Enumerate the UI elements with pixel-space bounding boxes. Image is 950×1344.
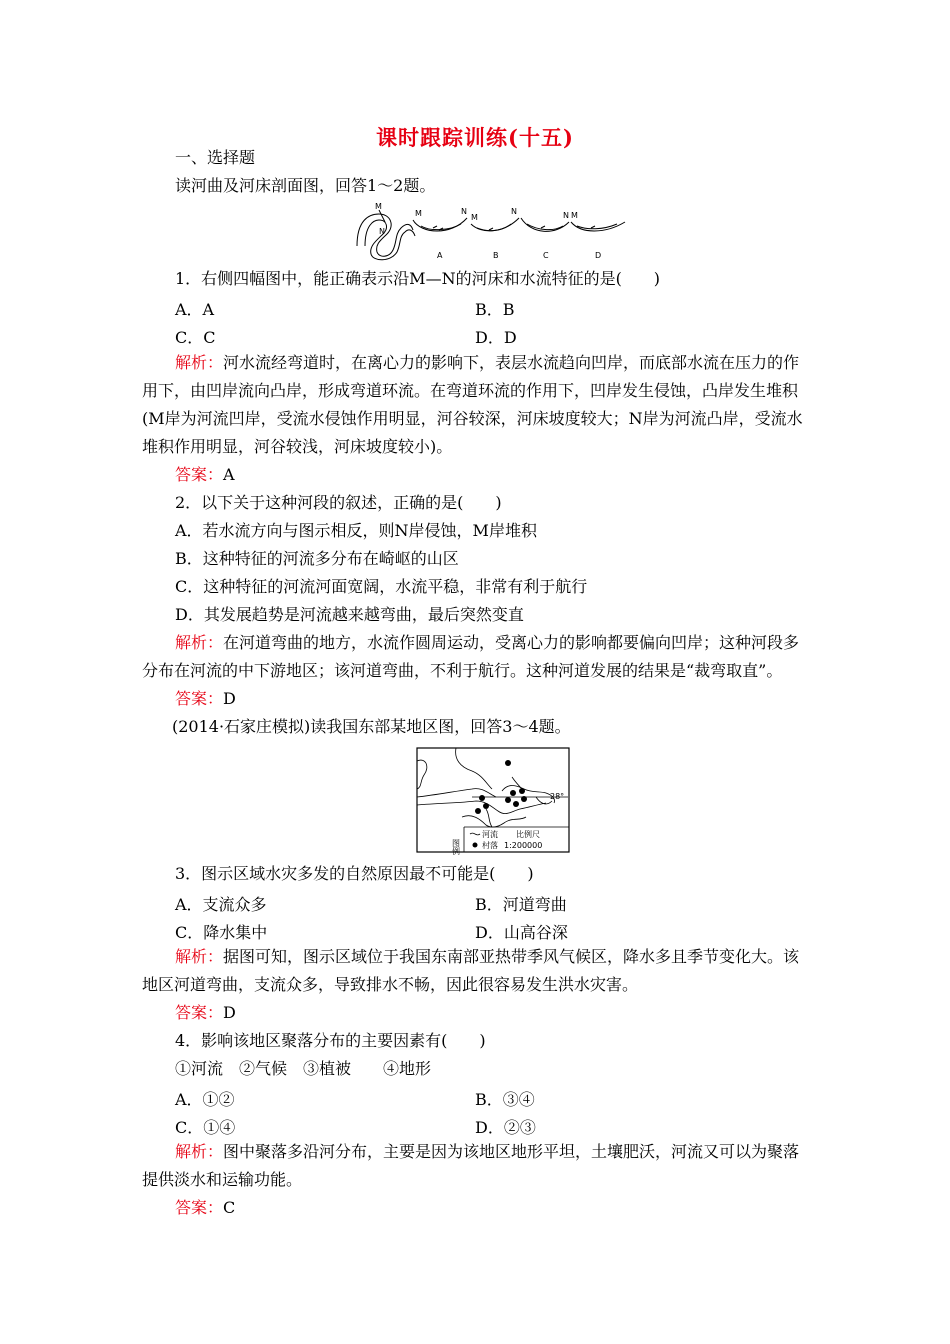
q1-answer <box>175 465 235 485</box>
q2-option-b: B．这种特征的河流多分布在崎岖的山区 <box>175 549 459 568</box>
q4-answer <box>175 1198 235 1218</box>
q3-option-d: D．山高谷深 <box>475 923 568 942</box>
q4-analysis <box>142 1138 808 1194</box>
fig1-label-m-top: M <box>375 202 382 211</box>
q3-answer-value: D <box>223 1003 236 1022</box>
q1-analysis-label: 解析： <box>175 353 224 372</box>
q4-option-c: C．①④ <box>175 1118 236 1137</box>
q4-analysis-label: 解析： <box>175 1142 224 1161</box>
q1-analysis <box>142 349 808 461</box>
q1-analysis-text: 河水流经弯道时，在离心力的影响下，表层水流趋向凹岸，而底部水流在压力的作用下，由凹岸流向凸岸，形成弯道环流。在弯道环流的作用下，凹岸发生侵蚀，凸岸发生堆积(M岸为河流凹岸，受流水侵蚀作用明显，河谷较深，河床坡度较大；N岸为河流凸岸，受流水堆积作用明显，河谷较浅，河床坡度较小)。 <box>142 353 803 456</box>
region-map <box>416 747 584 855</box>
q4-answer-value: C <box>223 1198 236 1217</box>
q2-option-a: A．若水流方向与图示相反，则N岸侵蚀，M岸堆积 <box>175 521 537 540</box>
q3-stem: 3．图示区域水灾多发的自然原因最不可能是( ) <box>175 864 534 883</box>
map-legend-village: 村落 <box>482 841 498 850</box>
q2-answer <box>175 689 236 709</box>
q1-option-b: B．B <box>475 300 515 319</box>
map-legend-title: 图例 <box>451 839 461 855</box>
q3-analysis-label: 解析： <box>175 947 224 966</box>
q2-analysis-label: 解析： <box>175 633 224 652</box>
q4-stem: 4．影响该地区聚落分布的主要因素有( ) <box>175 1031 486 1050</box>
fig1-label-n-c: N <box>563 211 569 220</box>
q3-analysis-text: 据图可知，图示区域位于我国东南部亚热带季风气候区，降水多且季节变化大。该地区河道弯曲，支流众多，导致排水不畅，因此很容易发生洪水灾害。 <box>142 947 800 994</box>
fig1-label-n-top: N <box>379 227 385 236</box>
fig1-label-n-b: N <box>511 207 517 216</box>
q4-items: ①河流 ②气候 ③植被 ④地形 <box>175 1059 432 1078</box>
fig1-label-m-a: M <box>415 209 422 218</box>
map-legend-river: 河流 <box>482 830 498 839</box>
map-scale-value: 1:200000 <box>504 841 543 850</box>
q3-option-b: B．河道弯曲 <box>475 895 567 914</box>
q3-option-c: C．降水集中 <box>175 923 268 942</box>
q2-option-c: C．这种特征的河流河面宽阔，水流平稳，非常有利于航行 <box>175 577 588 596</box>
q1-option-d: D．D <box>475 328 517 347</box>
q2-stem: 2．以下关于这种河段的叙述，正确的是( ) <box>175 493 502 512</box>
section-heading: 一、选择题 <box>175 148 256 167</box>
q3-analysis <box>142 943 808 999</box>
q4-answer-label: 答案： <box>175 1198 224 1217</box>
page-title: 课时跟踪训练(十五) <box>376 125 574 150</box>
meander-figure <box>355 200 627 264</box>
q2-answer-label: 答案： <box>175 689 224 708</box>
q1-stem: 1．右侧四幅图中，能正确表示沿M—N的河床和水流特征的是( ) <box>175 269 661 288</box>
q2-answer-value: D <box>223 689 236 708</box>
q3-answer <box>175 1003 236 1023</box>
fig1-label-m-b: M <box>471 213 478 222</box>
intro-2: (2014·石家庄模拟)读我国东部某地区图，回答3～4题。 <box>172 717 571 736</box>
q2-analysis <box>142 629 808 685</box>
q4-option-a: A．①② <box>175 1090 235 1109</box>
intro-1: 读河曲及河床剖面图，回答1～2题。 <box>175 176 436 195</box>
q4-option-d: D．②③ <box>475 1118 536 1137</box>
q1-option-a: A．A <box>175 300 215 319</box>
fig1-label-d: D <box>595 251 602 260</box>
q1-answer-value: A <box>223 465 235 484</box>
fig1-label-a: A <box>437 251 443 260</box>
q2-option-d: D．其发展趋势是河流越来越弯曲，最后突然变直 <box>175 605 524 624</box>
q4-analysis-text: 图中聚落多沿河分布，主要是因为该地区地形平坦，土壤肥沃，河流又可以为聚落提供淡水和运输功能。 <box>142 1142 800 1189</box>
q1-answer-label: 答案： <box>175 465 224 484</box>
fig1-label-n-a: N <box>461 207 467 216</box>
fig1-label-m-d: M <box>571 211 578 220</box>
fig1-label-b: B <box>493 251 499 260</box>
q4-option-b: B．③④ <box>475 1090 535 1109</box>
fig1-label-c: C <box>543 251 549 260</box>
map-latitude-label: 28° <box>550 792 565 801</box>
map-scale-title: 比例尺 <box>516 830 540 839</box>
q3-option-a: A．支流众多 <box>175 895 267 914</box>
q3-answer-label: 答案： <box>175 1003 224 1022</box>
q1-option-c: C．C <box>175 328 216 347</box>
q2-analysis-text: 在河道弯曲的地方，水流作圆周运动，受离心力的影响都要偏向凹岸；这种河段多分布在河流的中下游地区；该河道弯曲，不利于航行。这种河道发展的结果是“裁弯取直”。 <box>142 633 800 680</box>
